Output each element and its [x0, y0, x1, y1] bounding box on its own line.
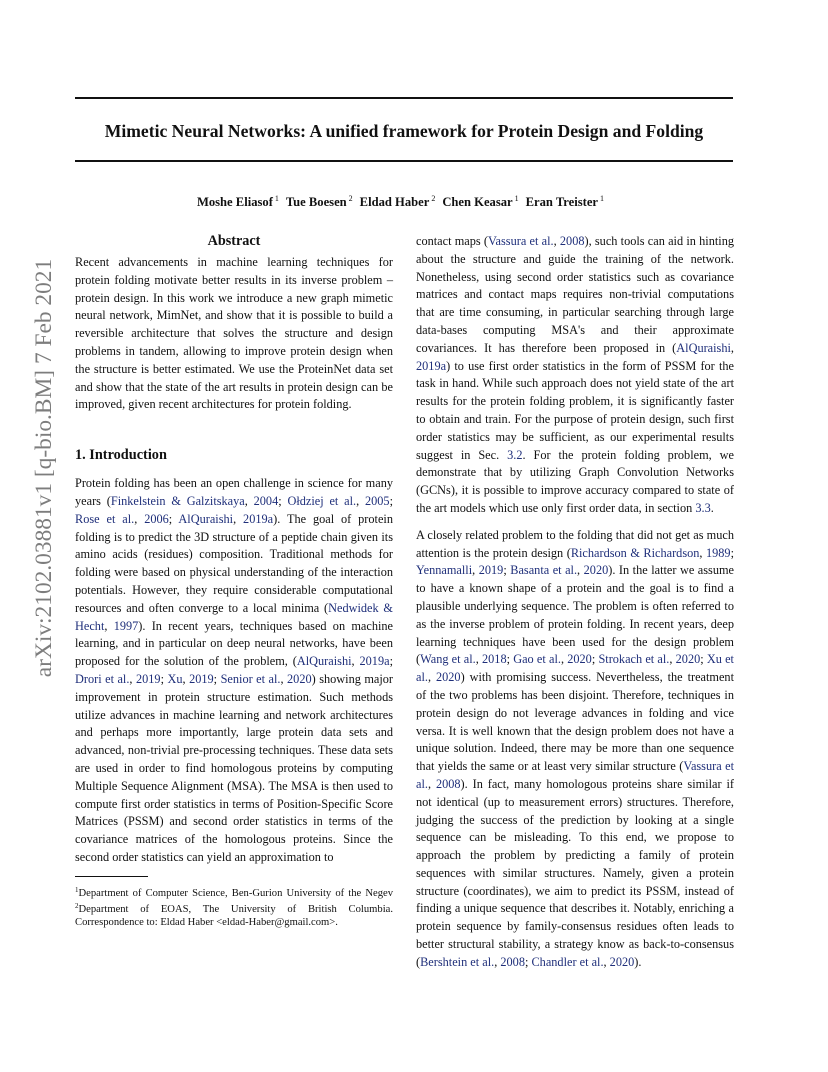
- author-affiliation-mark: 2: [348, 194, 353, 203]
- citation-link[interactable]: Yennamalli: [416, 563, 473, 578]
- paragraph-text: ,: [699, 545, 706, 560]
- citation-link[interactable]: 1997: [113, 618, 139, 633]
- paragraph-text: ,: [553, 234, 560, 248]
- citation-link[interactable]: Basanta et al.: [510, 563, 578, 578]
- arxiv-stamp: arXiv:2102.03881v1 [q-bio.BM] 7 Feb 2021: [31, 258, 57, 678]
- paragraph-text: ,: [356, 493, 365, 508]
- paragraph-text: ,: [427, 670, 436, 685]
- paragraph-text: ).: [634, 954, 642, 969]
- paragraph-text: ;: [168, 511, 179, 526]
- paragraph-text: ) showing major improvement in protein structure estimation. Such methods utilize advances in machine learning and network architectures and perhaps more importantly, large protein data sets and advanced, non-trivial pre-processing techniques. These data sets are used in order to find homologous proteins by computing Multiple Sequence Alignment (MSA). The MSA is then used to compute first order statistics in terms of Position-Specific Score Matrices (PSSM) and second order statistics in terms of the covariance matrices of the homologous proteins. Since the second order statistics can yield an approximation to: [75, 671, 394, 864]
- intro-paragraph-1: [75, 475, 393, 867]
- footnote-mark-1: 1: [75, 885, 79, 894]
- citation-link[interactable]: Drori et al.: [75, 671, 130, 686]
- paragraph-text: ;: [278, 493, 288, 508]
- citation-link[interactable]: 3.3: [695, 500, 711, 515]
- author-name: Moshe Eliasof: [196, 195, 273, 209]
- citation-link[interactable]: Ołdziej et al.: [287, 493, 357, 508]
- paragraph-text: ,: [669, 652, 676, 667]
- author-name: Eldad Haber: [359, 195, 430, 209]
- citation-link[interactable]: 2006: [144, 511, 169, 526]
- citation-link[interactable]: 2020: [567, 652, 592, 667]
- citation-link[interactable]: 2018: [482, 652, 507, 667]
- footnote-text-1: Department of Computer Science, Ben-Gurion University of the Negev: [78, 887, 393, 899]
- author-name: Tue Boesen: [285, 195, 347, 209]
- citation-link[interactable]: Xu et al.: [416, 652, 734, 685]
- left-column: [75, 231, 393, 929]
- paragraph-text: ,: [280, 671, 288, 686]
- citation-link[interactable]: 2019a: [416, 358, 447, 373]
- footnote-text-2: Department of EOAS, The University of British Columbia. Correspondence to: Eldad Haber <eldad-Haber@gmail.com>.: [75, 903, 393, 928]
- citation-link[interactable]: Senior et al.: [220, 671, 281, 686]
- author-affiliation-mark: 2: [431, 194, 436, 203]
- paragraph-text: ;: [389, 654, 393, 669]
- paragraph-text: ) to use first order statistics in the form of PSSM for the task in hand. While such approach does not yield state of the art results for the protein folding problem, it is significantly faster to obtain and train. For the purpose of protein design, such first order statistics may be sufficient, as our experimental results suggest in Sec.: [416, 358, 734, 462]
- paragraph-text: ,: [351, 654, 360, 669]
- citation-link[interactable]: Nedwidek & Hecht: [75, 600, 393, 633]
- citation-link[interactable]: Vassura et al.: [488, 234, 554, 248]
- citation-link[interactable]: Richardson & Richardson: [570, 545, 700, 560]
- paragraph-text: ;: [160, 671, 168, 686]
- paragraph-text: ;: [591, 652, 599, 667]
- citation-link[interactable]: 2020: [675, 652, 701, 667]
- right-column: [416, 233, 734, 972]
- abstract-heading: Abstract: [207, 233, 261, 249]
- citation-link[interactable]: 2020: [609, 954, 635, 969]
- author-affiliation-mark: 1: [600, 194, 605, 203]
- footnote: [75, 884, 393, 929]
- paragraph-text: .: [710, 500, 714, 515]
- paragraph-text: ;: [524, 954, 532, 969]
- citation-link[interactable]: Chandler et al.: [531, 954, 604, 969]
- abstract-text: Recent advancements in machine learning techniques for protein folding motivate better results in its inverse problem – protein design. In this work we introduce a new graph mimetic neural network, MimNet, and show that it is possible to build a reversible architecture that solves the structure and design problems in tandem, allowing to improve protein design when the structure is better estimated. We use the ProteinNet data set and show that the state of the art results in protein design can be improved, given recent architectures for protein folding.: [75, 255, 393, 412]
- paper-title: Mimetic Neural Networks: A unified framework for Protein Design and Folding: [104, 121, 704, 141]
- paragraph-text: ,: [244, 493, 254, 508]
- citation-link[interactable]: Vassura et al.: [416, 759, 734, 791]
- paragraph-text: ;: [213, 671, 221, 686]
- citation-link[interactable]: Xu: [167, 671, 183, 686]
- citation-link[interactable]: 2004: [253, 493, 279, 508]
- paragraph-text: ,: [603, 954, 610, 969]
- paragraph-text: ;: [700, 652, 707, 667]
- citation-link[interactable]: Strokach et al.: [598, 652, 670, 667]
- paragraph-text: ,: [233, 511, 244, 526]
- author-affiliation-mark: 1: [514, 194, 519, 203]
- citation-link[interactable]: Rose et al.: [75, 511, 135, 526]
- paragraph-text: ,: [577, 563, 584, 578]
- author-affiliation-mark: 1: [274, 194, 279, 203]
- paragraph-text: ), such tools can aid in hinting about the structure and guide the training of the network. Nonetheless, using second order statistics such as covariance matrices and contact maps requires non-trivial computations that are time consuming, in particular searching through large data-bases computing MSA's and their approximate covariances. It has therefore been proposed in (: [416, 234, 734, 355]
- paragraph-text: ). In the latter we assume to have a known shape of a protein and the goal is to find a plausible underlying sequence. The problem is often referred to as the inverse problem of protein folding. In recent years, deep learning techniques have been used for the design problem (: [416, 563, 735, 667]
- paragraph-text: ,: [560, 652, 568, 667]
- paragraph-text: . For the protein folding problem, we demonstrate that by utilizing Graph Convolution Networks (GCNs), it is possible to improve accuracy compared to state of the art models which use only first order data, in section: [416, 447, 734, 515]
- footnote-rule: [75, 876, 148, 877]
- paragraph-text: ,: [475, 652, 482, 667]
- citation-link[interactable]: Gao et al.: [513, 652, 561, 667]
- paragraph-text: ;: [503, 563, 511, 578]
- citation-link[interactable]: AlQuraishi: [676, 340, 731, 355]
- citation-link[interactable]: 2019a: [359, 654, 390, 669]
- paragraph-text: ,: [104, 618, 114, 633]
- paragraph-text: ). The goal of protein folding is to predict the 3D structure of a peptide chain given its amino acids (residues) composition. Traditional methods for folding were based on physical understanding of the interaction potentials. However, they require considerable computational resources and often converge to a local minima (: [75, 511, 393, 615]
- paragraph-text: ;: [730, 545, 734, 560]
- paragraph-text: ,: [129, 671, 136, 686]
- citation-link[interactable]: 2008: [500, 954, 525, 969]
- author-name: Eran Treister: [525, 195, 599, 209]
- citation-link[interactable]: 2019: [478, 563, 504, 578]
- citation-link[interactable]: 2020: [287, 671, 312, 686]
- paragraph-text: A closely related problem to the folding that did not get as much attention is the protein design (: [416, 527, 734, 560]
- citation-link[interactable]: AlQuraishi: [296, 654, 352, 669]
- top-rule: [75, 97, 733, 99]
- paragraph-text: ,: [494, 954, 501, 969]
- paragraph-text: ,: [134, 511, 145, 526]
- paragraph-text: ,: [182, 671, 190, 686]
- paragraph-text: ). In fact, many homologous proteins share similar if not identical (up to measurement errors) structures. Therefore, judging the success of the prediction by looking at a single sequence can be misleading. To this end, we propose to approach the problem by predicting a family of protein sequences with similar structures. Namely, given a protein structure (coordinates), we aim to predict its PSSM, instead of finding a unique sequence that describes it. Notably, enriching a protein sequence by family-consensus residues often leads to better structural stability, a strategy know as back-to-consensus (: [416, 776, 735, 969]
- citation-link[interactable]: 2005: [364, 493, 390, 508]
- paragraph-text: ,: [730, 340, 734, 355]
- author-name: Chen Keasar: [442, 195, 513, 209]
- citation-link[interactable]: 2019: [189, 671, 214, 686]
- paragraph-text: contact maps (: [416, 234, 489, 248]
- citation-link[interactable]: 2008: [435, 776, 461, 791]
- citation-link[interactable]: 1989: [705, 545, 731, 560]
- bottom-rule: [75, 160, 733, 162]
- intro-paragraph-3: [416, 527, 734, 972]
- citation-link[interactable]: 2020: [435, 670, 461, 685]
- footnote-mark-2: 2: [75, 901, 79, 910]
- citation-link[interactable]: Finkelstein & Galzitskaya: [110, 493, 245, 508]
- paragraph-text: ;: [389, 493, 393, 508]
- paragraph-text: Protein folding has been an open challenge in science for many years (: [75, 476, 393, 508]
- paragraph-text: ,: [427, 776, 436, 791]
- paragraph-text: ) with promising success. Nevertheless, the treatment of the two problems has been disjoint. Therefore, techniques in protein design do not leverage advances in folding and vice versa. It is well known that the design problem does not have a unique solution. Indeed, there may be more than one sequence that yields the same or at least very similar structure (: [416, 670, 734, 774]
- citation-link[interactable]: Bershtein et al.: [420, 954, 495, 969]
- citation-link[interactable]: 2019a: [243, 511, 274, 526]
- citation-link[interactable]: 2008: [559, 234, 585, 248]
- paragraph-text: ). In recent years, techniques based on machine learning, and in particular on deep neural networks, have been proposed for the solution of the problem, (: [75, 618, 393, 669]
- paragraph-text: ;: [506, 652, 514, 667]
- citation-link[interactable]: 2019: [135, 671, 161, 686]
- citation-link[interactable]: 2020: [583, 563, 609, 578]
- author-list: [75, 191, 733, 210]
- citation-link[interactable]: Wang et al.: [420, 652, 476, 667]
- intro-paragraph-2: [416, 233, 734, 518]
- citation-link[interactable]: AlQuraishi: [178, 511, 234, 526]
- section-heading-introduction: 1. Introduction: [75, 447, 167, 464]
- paragraph-text: ,: [472, 563, 479, 578]
- citation-link[interactable]: 3.2: [507, 447, 523, 462]
